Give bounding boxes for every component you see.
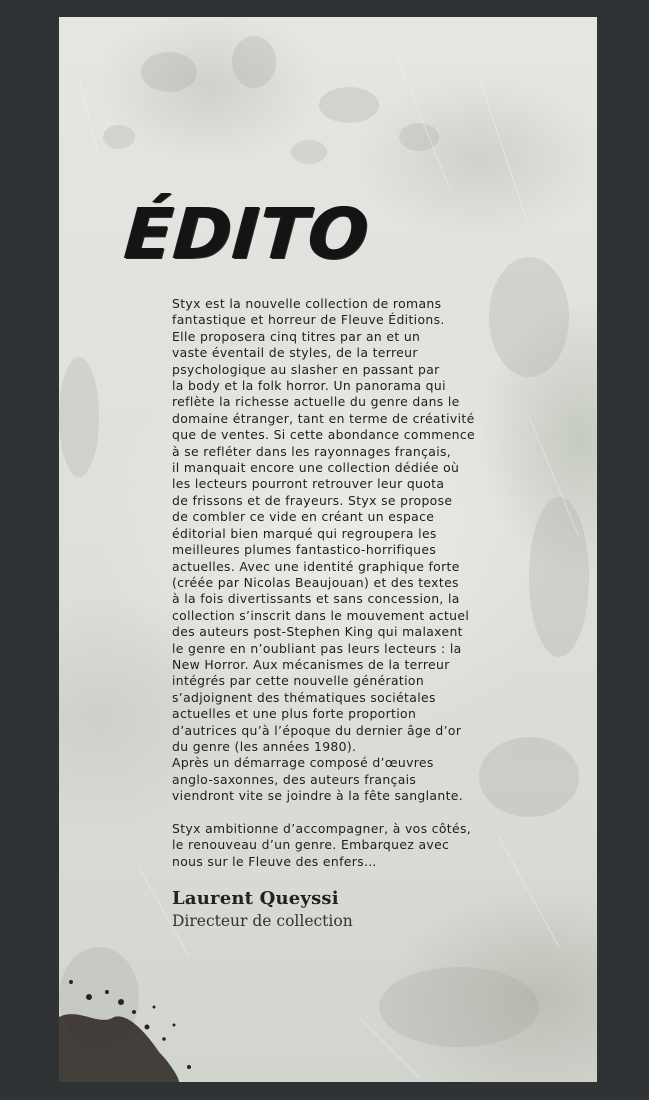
text-line: le genre en n’oubliant pas leurs lecteurs : la	[172, 640, 462, 656]
text-line: il manquait encore une collection dédiée où	[172, 460, 460, 476]
author-role: Directeur de collection	[172, 912, 353, 930]
text-line: des auteurs post-Stephen King qui malaxent	[172, 624, 463, 640]
text-line: Après un démarrage composé d’œuvres	[172, 755, 434, 771]
text-line: fantastique et horreur de Fleuve Éditions.	[172, 312, 445, 328]
text-line: de combler ce vide en créant un espace	[172, 509, 435, 525]
text-line: psychologique au slasher en passant par	[172, 361, 440, 377]
text-line: actuelles et une plus forte proportion	[172, 706, 417, 722]
text-line: New Horror. Aux mécanismes de la terreur	[172, 656, 450, 672]
text-line: vaste éventail de styles, de la terreur	[172, 345, 418, 361]
text-line: intégrés par cette nouvelle génération	[172, 673, 425, 689]
editorial-page	[59, 17, 597, 1082]
text-line: la body et la folk horror. Un panorama qui	[172, 378, 446, 394]
text-line: actuelles. Avec une identité graphique forte	[172, 558, 460, 574]
paragraph-main	[172, 296, 502, 805]
text-line: à la fois divertissants et sans concession, la	[172, 591, 460, 607]
text-line: domaine étranger, tant en terme de créativité	[172, 410, 475, 426]
text-line: le renouveau d’un genre. Embarquez avec	[172, 837, 450, 853]
paragraph-closing	[172, 821, 502, 870]
text-line: Styx est la nouvelle collection de romans	[172, 296, 442, 311]
text-line: d’autrices qu’à l’époque du dernier âge d’or	[172, 722, 462, 738]
text-line: anglo-saxonnes, des auteurs français	[172, 771, 417, 787]
text-line: que de ventes. Si cette abondance commence	[172, 427, 476, 443]
text-line: éditorial bien marqué qui regroupera les	[172, 525, 437, 541]
text-line: collection s’inscrit dans le mouvement actuel	[172, 607, 470, 623]
text-line: s’adjoignent des thématiques sociétales	[172, 689, 436, 705]
text-line: Styx ambitionne d’accompagner, à vos côtés,	[172, 820, 472, 836]
text-line: nous sur le Fleuve des enfers…	[172, 853, 377, 869]
page-title: ÉDITO	[122, 193, 373, 275]
text-line: reflète la richesse actuelle du genre dans le	[172, 394, 460, 410]
text-line: de frissons et de frayeurs. Styx se propose	[172, 492, 453, 508]
paragraph-gap	[172, 805, 502, 821]
text-line: meilleures plumes fantastico-horrifiques	[172, 542, 437, 558]
text-line: Elle proposera cinq titres par an et un	[172, 328, 421, 344]
text-line: viendront vite se joindre à la fête sanglante.	[172, 788, 464, 804]
text-line: les lecteurs pourront retrouver leur quota	[172, 476, 445, 492]
author-name: Laurent Queyssi	[172, 888, 339, 909]
text-line: (créée par Nicolas Beaujouan) et des textes	[172, 574, 459, 590]
editorial-body	[172, 296, 502, 870]
text-line: à se refléter dans les rayonnages français,	[172, 443, 452, 459]
text-line: du genre (les années 1980).	[172, 738, 357, 754]
